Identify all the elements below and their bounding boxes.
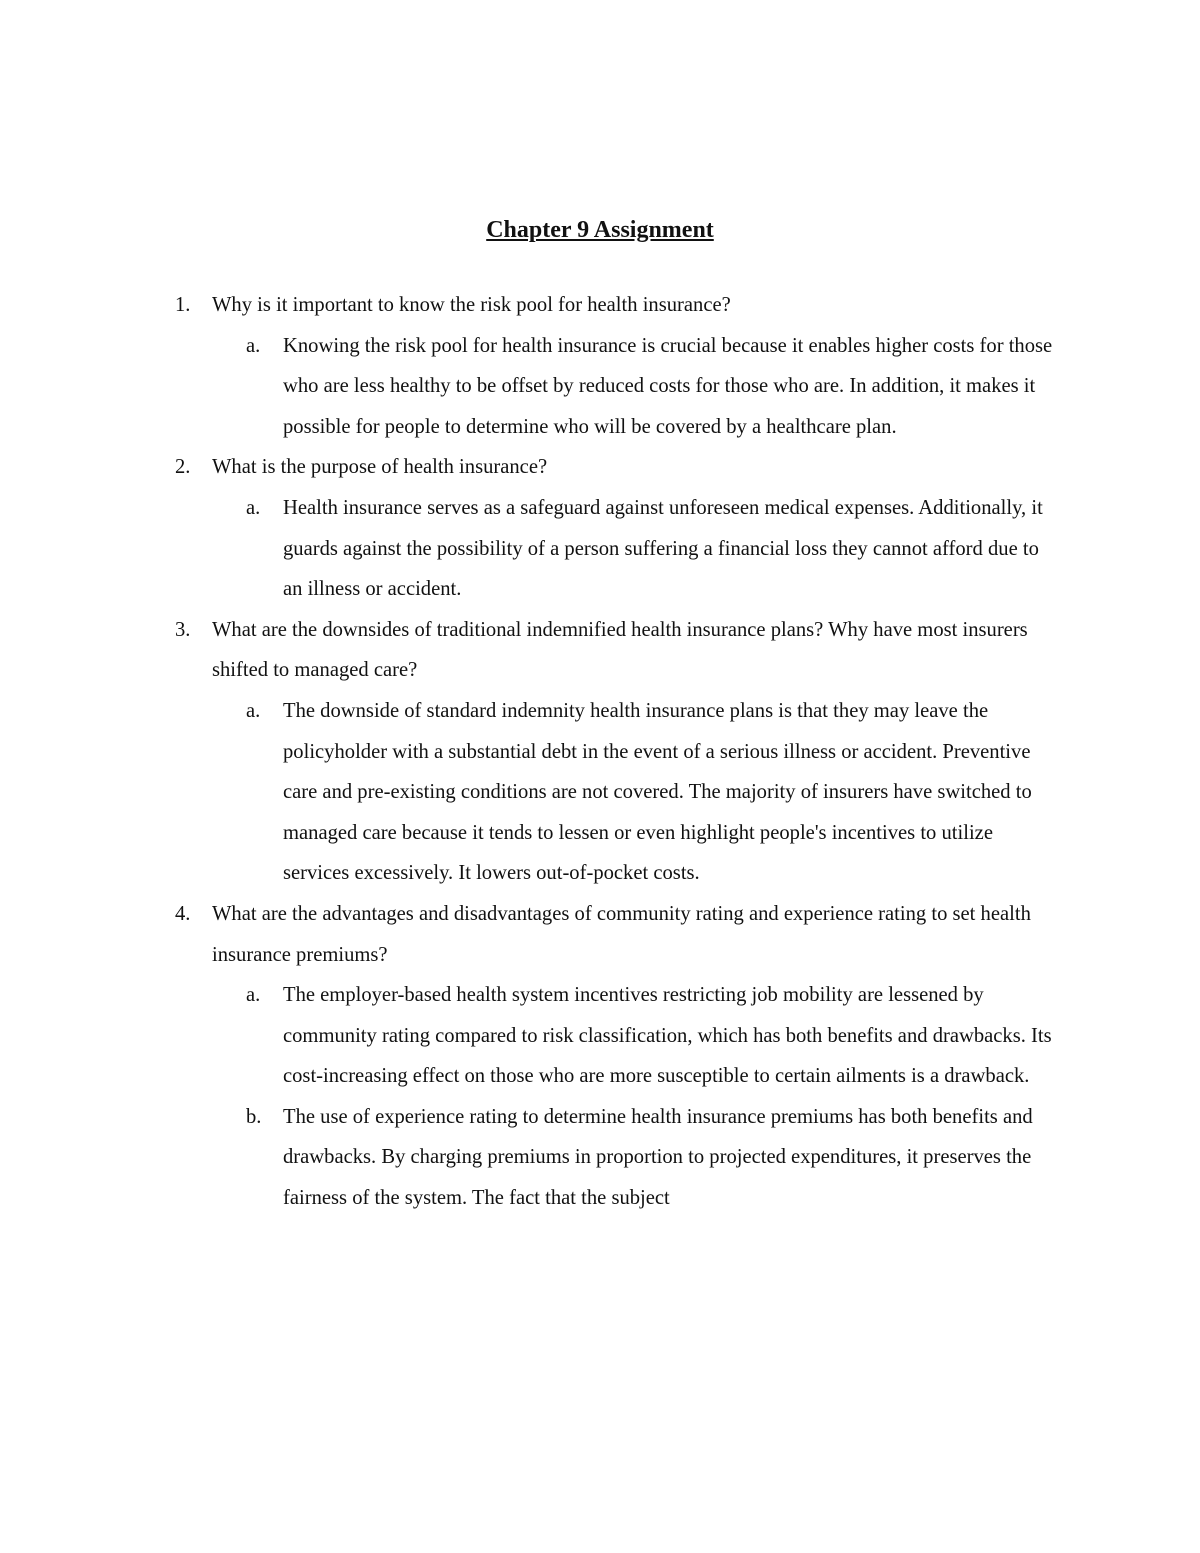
answer-letter: a.: [246, 334, 261, 357]
question-number: 1.: [175, 294, 191, 316]
question-list: [0, 285, 1200, 1219]
answer-3a: [0, 691, 1063, 894]
answer-letter: b.: [246, 1105, 262, 1128]
answer-letter: a.: [246, 699, 261, 722]
answer-text: The employer-based health system incentives restricting job mobility are lessened by community rating compared to risk classification, which has both benefits and drawbacks. Its cost-increasing effect on those who are more susceptible to certain ailments is a drawback.: [283, 984, 1052, 1088]
answer-text: Health insurance serves as a safeguard against unforeseen medical expenses. Additionally, it guards against the possibility of a person suffering a financial loss they cannot afford due to an illness or accident.: [283, 496, 1043, 601]
answer-4a: [0, 975, 1063, 1097]
question-text: What are the downsides of traditional indemnified health insurance plans? Why have most insurers shifted to managed care?: [212, 618, 1028, 682]
question-1: [0, 285, 1062, 326]
question-text: What is the purpose of health insurance?: [212, 456, 548, 479]
answer-letter: a.: [246, 984, 261, 1007]
question-number: 4.: [175, 902, 191, 925]
answer-text: Knowing the risk pool for health insurance is crucial because it enables higher costs for those who are less healthy to be offset by reduced costs for those who are. In addition, it makes it possible for people to determine who will be covered by a healthcare plan.: [283, 334, 1053, 438]
page-title: Chapter 9 Assignment: [486, 217, 714, 243]
question-3: [0, 610, 1062, 691]
question-text: What are the advantages and disadvantages of community rating and experience rating to set health insurance premiums?: [212, 902, 1031, 966]
question-number: 2.: [175, 456, 191, 479]
answer-4b: [0, 1097, 1063, 1219]
answer-2a: [0, 488, 1063, 610]
question-text: Why is it important to know the risk pool for health insurance?: [212, 294, 731, 316]
answer-text: The use of experience rating to determine health insurance premiums has both benefits and drawbacks. By charging premiums in proportion to projected expenditures, it preserves the fairness of the system. The fact that the subject: [283, 1105, 1033, 1210]
question-2: [0, 447, 1062, 488]
question-number: 3.: [175, 618, 191, 641]
answer-1a: [0, 326, 1063, 448]
question-4: [0, 894, 1062, 975]
answer-letter: a.: [246, 496, 261, 519]
answer-text: The downside of standard indemnity health insurance plans is that they may leave the policyholder with a substantial debt in the event of a serious illness or accident. Preventive care and pre-existing conditions are not covered. The majority of insurers have switched to managed care because it tends to lessen or even highlight people's incentives to utilize services excessively. It lowers out-of-pocket costs.: [283, 699, 1032, 885]
